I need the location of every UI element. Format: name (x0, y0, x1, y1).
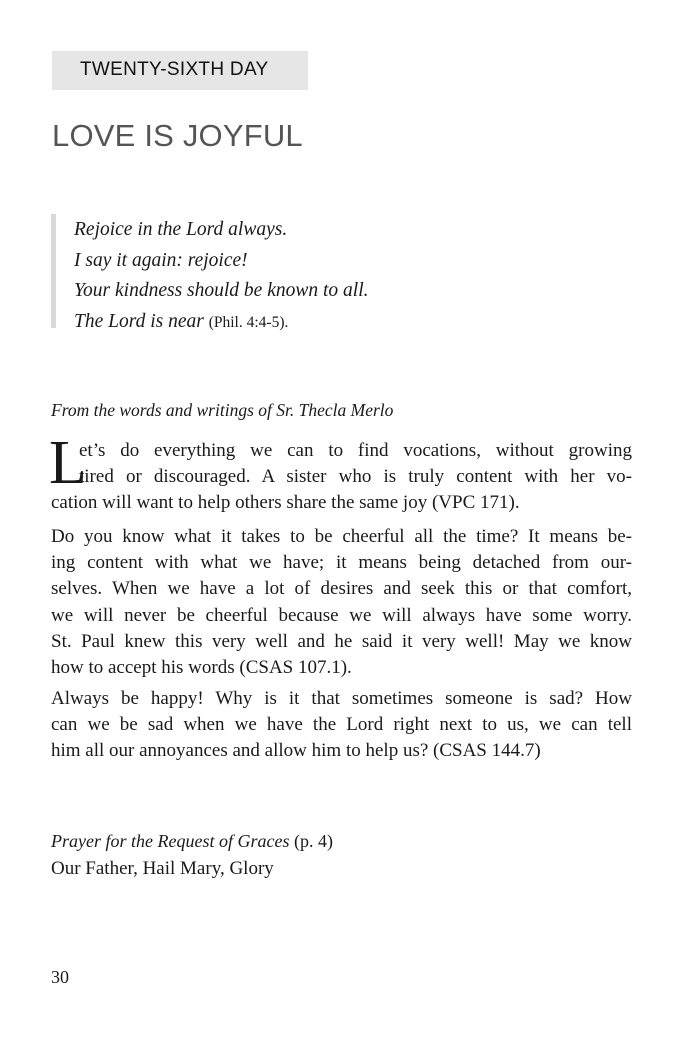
text-line: Always be happy! Why is it that sometimes someone is sad? How (51, 688, 632, 709)
text-line: how to accept his words (CSAS 107.1). (51, 656, 352, 678)
text-line: Do you know what it takes to be cheerful all the time? It means be- (51, 526, 632, 547)
paragraph-1 (51, 438, 632, 517)
paragraph-2 (51, 524, 632, 681)
scripture-line: Rejoice in the Lord always. (74, 219, 288, 240)
page-number: 30 (51, 967, 69, 987)
text-line: ing content with what we have; it means being detached from our- (51, 552, 632, 574)
text-line: cation will want to help others share the same joy (VPC 171). (51, 492, 520, 514)
prayer-title: Prayer for the Request of Graces (51, 831, 290, 851)
prayer-page-ref: (p. 4) (293, 831, 333, 851)
text-line: selves. When we have a lot of desires and seek this or that comfort, (51, 578, 632, 600)
text-line: et’s do everything we can to find vocations, without growing (79, 440, 632, 461)
text-line: St. Paul knew this very well and he said it very well! May we know (51, 630, 632, 652)
text-line: tired or discouraged. A sister who is truly content with her vo- (79, 466, 632, 488)
prayer-title-line (51, 831, 333, 852)
scripture-quote (74, 216, 494, 338)
page-title: LOVE IS JOYFUL (52, 118, 303, 153)
text-line: we will never be cheerful because we will always have some worry. (51, 604, 632, 626)
text-line: him all our annoyances and allow him to help us? (CSAS 144.7) (51, 740, 541, 762)
scripture-line: Your kindness should be known to all. (74, 280, 369, 301)
scripture-line: The Lord is near (74, 310, 204, 332)
scripture-line-last (74, 308, 494, 339)
scripture-line: I say it again: rejoice! (74, 249, 248, 271)
drop-cap: L (49, 429, 87, 497)
text-line: can we be sad when we have the Lord right next to us, we can tell (51, 714, 632, 736)
scripture-reference: (Phil. 4:4-5). (208, 313, 289, 331)
prayer-list: Our Father, Hail Mary, Glory (51, 858, 274, 879)
quote-bar (51, 214, 56, 328)
reading-source: From the words and writings of Sr. Thecla Merlo (51, 400, 394, 420)
paragraph-3 (51, 686, 632, 765)
day-heading: TWENTY-SIXTH DAY (80, 59, 269, 80)
